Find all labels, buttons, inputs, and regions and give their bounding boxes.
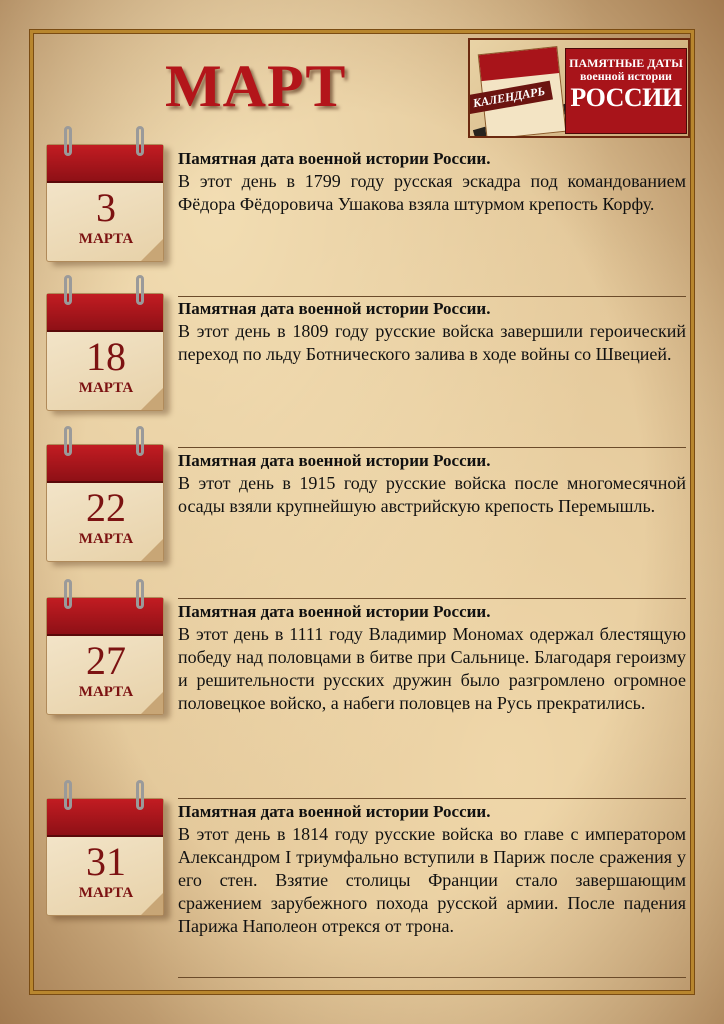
calendar-sheet: [46, 444, 164, 562]
calendar-month: МАРТА: [78, 531, 134, 547]
entry-body: В этот день в 1799 году русская эскадра под командованием Фёдора Фёдоровича Ушакова взяла штурмом крепость Корфу.: [178, 171, 686, 214]
ring-icon: [64, 780, 72, 810]
entry-text: [178, 298, 686, 366]
calendar-month: МАРТА: [78, 380, 134, 396]
entry-title: Памятная дата военной истории России.: [178, 149, 491, 168]
banner-line-1: ПАМЯТНЫЕ ДАТЫ: [569, 56, 683, 70]
page-title: МАРТ: [165, 53, 347, 119]
divider: [178, 798, 686, 799]
divider: [178, 977, 686, 978]
calendar-page-icon: [46, 285, 174, 417]
entry-title: Памятная дата военной истории России.: [178, 602, 491, 621]
calendar-banner: [468, 38, 690, 138]
calendar-page-icon: [46, 136, 174, 268]
entry-text: [178, 148, 686, 216]
ring-icon: [136, 126, 144, 156]
entry-body: В этот день в 1111 году Владимир Мономах одержал блестящую победу над половцами в битве при Сальнице. Благодаря героизму и решительности русских дружин было разгромлено огромное половецкое войско, а набеги половцев на Русь прекратились.: [178, 624, 686, 713]
calendar-day: 3: [96, 185, 116, 230]
ring-icon: [64, 426, 72, 456]
calendar-sheet: [46, 144, 164, 262]
ring-icon: [64, 579, 72, 609]
entry-body: В этот день в 1809 году русские войска завершили героический переход по льду Ботнического залива в ходе войны со Швецией.: [178, 321, 686, 364]
entry-body: В этот день в 1915 году русские войска после многомесячной осады взяли крупнейшую австрийскую крепость Перемышль.: [178, 473, 686, 516]
divider: [178, 447, 686, 448]
calendar-day: 22: [86, 485, 126, 530]
divider: [178, 296, 686, 297]
ring-icon: [64, 275, 72, 305]
ring-icon: [136, 579, 144, 609]
banner-title-block: [565, 48, 687, 134]
ring-icon: [136, 426, 144, 456]
divider: [178, 598, 686, 599]
calendar-sheet: [46, 293, 164, 411]
calendar-sheet: [46, 798, 164, 916]
entry-text: [178, 450, 686, 518]
entry-title: Памятная дата военной истории России.: [178, 802, 491, 821]
calendar-day: 31: [86, 839, 126, 884]
calendar-month: МАРТА: [78, 684, 134, 700]
ring-icon: [136, 780, 144, 810]
calendar-page-icon: [46, 790, 174, 922]
banner-calendar-label: КАЛЕНДАРЬ: [468, 81, 553, 115]
calendar-page-icon: [46, 436, 174, 568]
ring-icon: [64, 126, 72, 156]
calendar-sheet: [46, 597, 164, 715]
banner-calendar-header: [479, 47, 559, 81]
calendar-month: МАРТА: [78, 885, 134, 901]
entry-title: Памятная дата военной истории России.: [178, 299, 491, 318]
calendar-page-icon: [46, 589, 174, 721]
banner-line-2: военной истории: [580, 69, 672, 83]
ring-icon: [136, 275, 144, 305]
calendar-day: 27: [86, 638, 126, 683]
entry-text: [178, 801, 686, 938]
calendar-day: 18: [86, 334, 126, 379]
entry-text: [178, 601, 686, 715]
banner-line-3: РОССИИ: [570, 83, 682, 112]
entry-title: Памятная дата военной истории России.: [178, 451, 491, 470]
entry-body: В этот день в 1814 году русские войска во главе с императором Александром I триумфально вступили в Париж после сражения у его стен. Взятие столицы Франции стало завершающим сражением зарубежного похода русской армии. После падения Парижа Наполеон отрекся от трона.: [178, 824, 686, 936]
calendar-month: МАРТА: [78, 231, 134, 247]
